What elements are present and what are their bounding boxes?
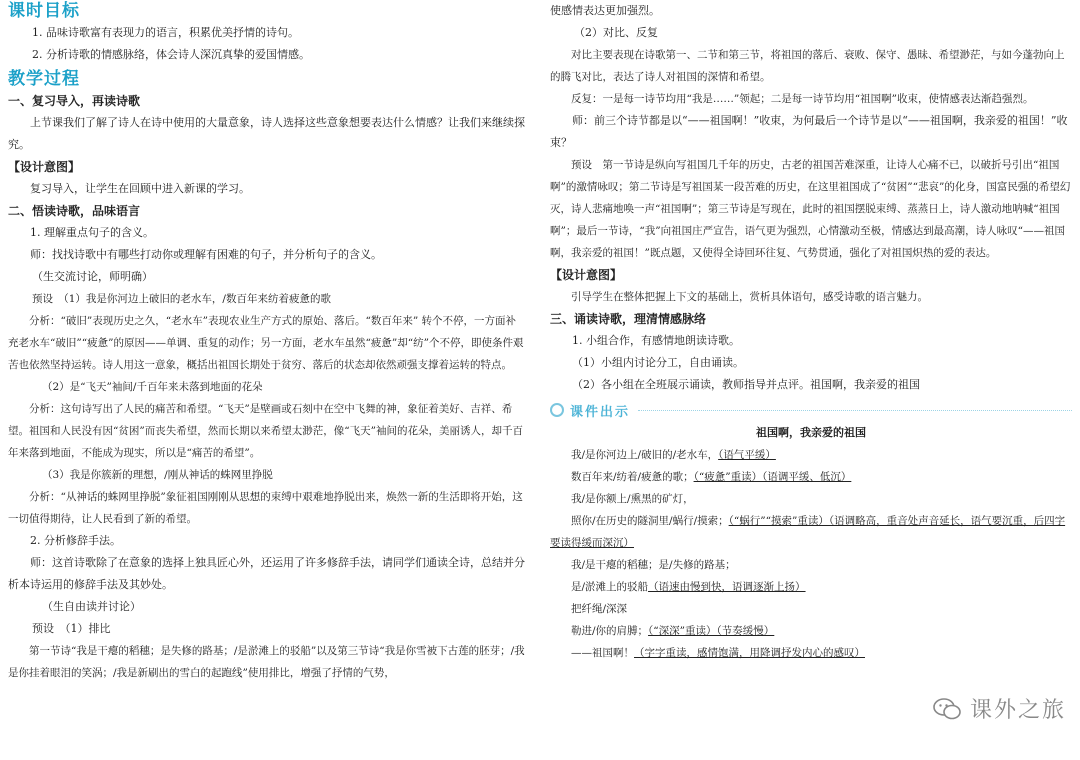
paragraph: （生自由读并讨论）	[42, 600, 141, 613]
paragraph: 师：这首诗歌除了在意象的选择上独具匠心外，还运用了许多修辞手法，请同学们通读全诗，总结并分析本诗运用的修辞手法及其妙处。	[8, 556, 525, 591]
process-heading: 教学过程	[8, 69, 80, 89]
poem-text: 勒进/你的肩膊；	[571, 625, 649, 637]
poem-text: 照你/在历史的隧洞里/蜗行/摸索；	[571, 515, 729, 527]
poem-line	[550, 510, 1072, 554]
poem-line: 我/是干瘪的稻穗；是/失修的路基；	[571, 559, 736, 571]
poem-text: ——祖国啊！	[571, 647, 634, 659]
reading-note: （“疲惫”重读）（语调平缓、低沉）	[693, 471, 852, 483]
watermark	[932, 693, 1066, 724]
section-title: 三、诵读诗歌，理清情感脉络	[550, 312, 707, 326]
paragraph: 分析：“从神话的蛛网里挣脱”象征祖国刚刚从思想的束缚中艰难地挣脱出来，焕然一新的生活即将开始，这一切值得期待，让人民看到了新的希望。	[8, 491, 523, 525]
paragraph: 使感情表达更加强烈。	[550, 4, 660, 17]
paragraph: 1. 理解重点句子的含义。	[30, 226, 154, 239]
poem-text: 数百年来/纺着/疲惫的歌；	[571, 471, 694, 483]
paragraph: 上节课我们了解了诗人在诗中使用的大量意象，诗人选择这些意象想要表达什么情感？让我们来继续探究。	[8, 116, 525, 151]
paragraph: （生交流讨论，师明确）	[32, 270, 153, 283]
paragraph: 分析：这句诗写出了人民的痛苦和希望。“飞天”是壁画或石刻中在空中飞舞的神，象征着美好、吉祥、希望。祖国和人民没有因“贫困”而丧失希望，然而长期以来希望太渺茫，像“飞天”袖间的花朵，美丽诱人，却千百年来落到地面，不能成为现实，所以是“痛苦的希望”。	[8, 403, 523, 459]
poem-line	[550, 444, 1072, 466]
courseware-banner	[550, 400, 1072, 420]
design-intent-label: 【设计意图】	[8, 160, 81, 174]
paragraph: 1. 小组合作，有感情地朗读诗歌。	[572, 334, 740, 347]
paragraph: （2）对比、反复	[574, 26, 658, 39]
paragraph: 预设 （1）我是你河边上破旧的老水车，/数百年来纺着疲惫的歌	[32, 293, 331, 305]
section-title: 一、复习导入，再读诗歌	[8, 94, 141, 108]
reading-note: （语气平缓）	[718, 449, 776, 461]
poem-line	[550, 576, 1072, 598]
paragraph: （2）是“飞天”袖间/千百年来未落到地面的花朵	[42, 381, 263, 393]
poem-line	[550, 642, 1072, 664]
right-column	[550, 0, 1072, 664]
paragraph: 预设 （1）排比	[32, 622, 111, 635]
paragraph: 师：前三个诗节都是以“——祖国啊！”收束，为何最后一个诗节是以“——祖国啊，我亲爱的祖国！”收束？	[550, 114, 1068, 149]
divider	[638, 410, 1072, 411]
paragraph: （2）各小组在全班展示诵读，教师指导并点评。祖国啊，我亲爱的祖国	[572, 378, 920, 391]
paragraph: 2. 分析修辞手法。	[30, 534, 121, 547]
reading-note: （“蜗行”“摸索”重读）（语调略高，重音处声音延长，语气要沉重，后四字要读得缓而深沉）	[550, 515, 1066, 549]
courseware-icon	[550, 403, 564, 417]
poem-line	[550, 620, 1072, 642]
paragraph: （3）我是你簇新的理想，/刚从神话的蛛网里挣脱	[42, 469, 273, 481]
design-intent-label: 【设计意图】	[550, 268, 623, 282]
poem-text: 我/是你河边上/破旧的/老水车，	[571, 449, 719, 461]
goal-item: 1. 品味诗歌富有表现力的语言，积累优美抒情的诗句。	[32, 26, 299, 39]
paragraph: 引导学生在整体把握上下文的基础上，赏析具体语句，感受诗歌的语言魅力。	[571, 291, 928, 303]
section-title: 二、悟读诗歌，品味语言	[8, 204, 141, 218]
left-column	[8, 0, 526, 684]
paragraph: 预设 第一节诗是纵向写祖国几千年的历史，古老的祖国苦难深重，让诗人心痛不已，以破折号引出“祖国啊”的激情咏叹；第二节诗是写祖国某一段苦难的历史，在这里祖国成了“贫困”“悲哀”的化身，国富民强的希望幻灭，诗人悲痛地唤一声“祖国啊”；第三节诗是写现在，此时的祖国摆脱束缚、蒸蒸日上，诗人激动地呐喊“祖国啊”；最后一节诗，“我”向祖国庄严宣告，语气更为强烈，心情激动至极，情感达到最高潮，诗人咏叹“——祖国啊，我亲爱的祖国！”既点题，又使得全诗回环往复、气势贯通，强化了对祖国炽热的爱的表达。	[550, 159, 1071, 259]
watermark-text: 课外之旅	[969, 698, 1066, 723]
poem-text: 是/淤滩上的驳船	[571, 581, 649, 593]
paragraph: 分析：“破旧”表现历史之久，“老水车”表现农业生产方式的原始、落后。“数百年来” 转个不停，一方面补充老水车“破旧”“疲惫”的原因——单调、重复的动作；另一方面，老水车虽然“疲惫”却“纺”个不停，即使条件艰苦也依然坚持运转。诗人用这一意象，概括出祖国长期处于贫穷、落后的状态却依然顽强支撑着运转的特点。	[8, 315, 524, 371]
reading-note: （“深深”重读）（节奏缓慢）	[648, 625, 775, 637]
reading-note: （字字重读，感情饱满，用降调抒发内心的感叹）	[634, 647, 865, 659]
poem-line	[550, 466, 1072, 488]
reading-note: （语速由慢到快，语调逐渐上扬）	[648, 581, 806, 593]
poem-line: 我/是你额上/熏黑的矿灯，	[571, 493, 694, 505]
goal-heading: 课时目标	[8, 1, 80, 21]
paragraph: 师：找找诗歌中有哪些打动你或理解有困难的句子，并分析句子的含义。	[30, 248, 382, 261]
paragraph: 第一节诗“我是干瘪的稻穗；是失修的路基；/是淤滩上的驳船”以及第三节诗“我是你雪被下古莲的胚芽；/我是你挂着眼泪的笑涡；/我是新刷出的雪白的起跑线”使用排比，增强了抒情的气势，	[8, 645, 525, 679]
goal-item: 2. 分析诗歌的情感脉络，体会诗人深沉真挚的爱国情感。	[32, 48, 310, 61]
paragraph: 反复：一是每一诗节均用“我是……”领起；二是每一诗节均用“祖国啊”收束，使情感表达渐趋强烈。	[571, 93, 1034, 105]
paragraph: 对比主要表现在诗歌第一、二节和第三节，将祖国的落后、衰败、保守、愚昧、希望渺茫，与如今蓬勃向上的腾飞对比，表达了诗人对祖国的深情和希望。	[550, 49, 1065, 83]
paragraph: （1）小组内讨论分工，自由诵读。	[572, 356, 744, 369]
courseware-label: 课件出示	[570, 404, 631, 420]
poem-title: 祖国啊，我亲爱的祖国	[756, 426, 866, 439]
paragraph: 复习导入，让学生在回顾中进入新课的学习。	[30, 182, 250, 195]
wechat-icon	[932, 697, 962, 721]
poem-line: 把纤绳/深深	[571, 603, 628, 615]
